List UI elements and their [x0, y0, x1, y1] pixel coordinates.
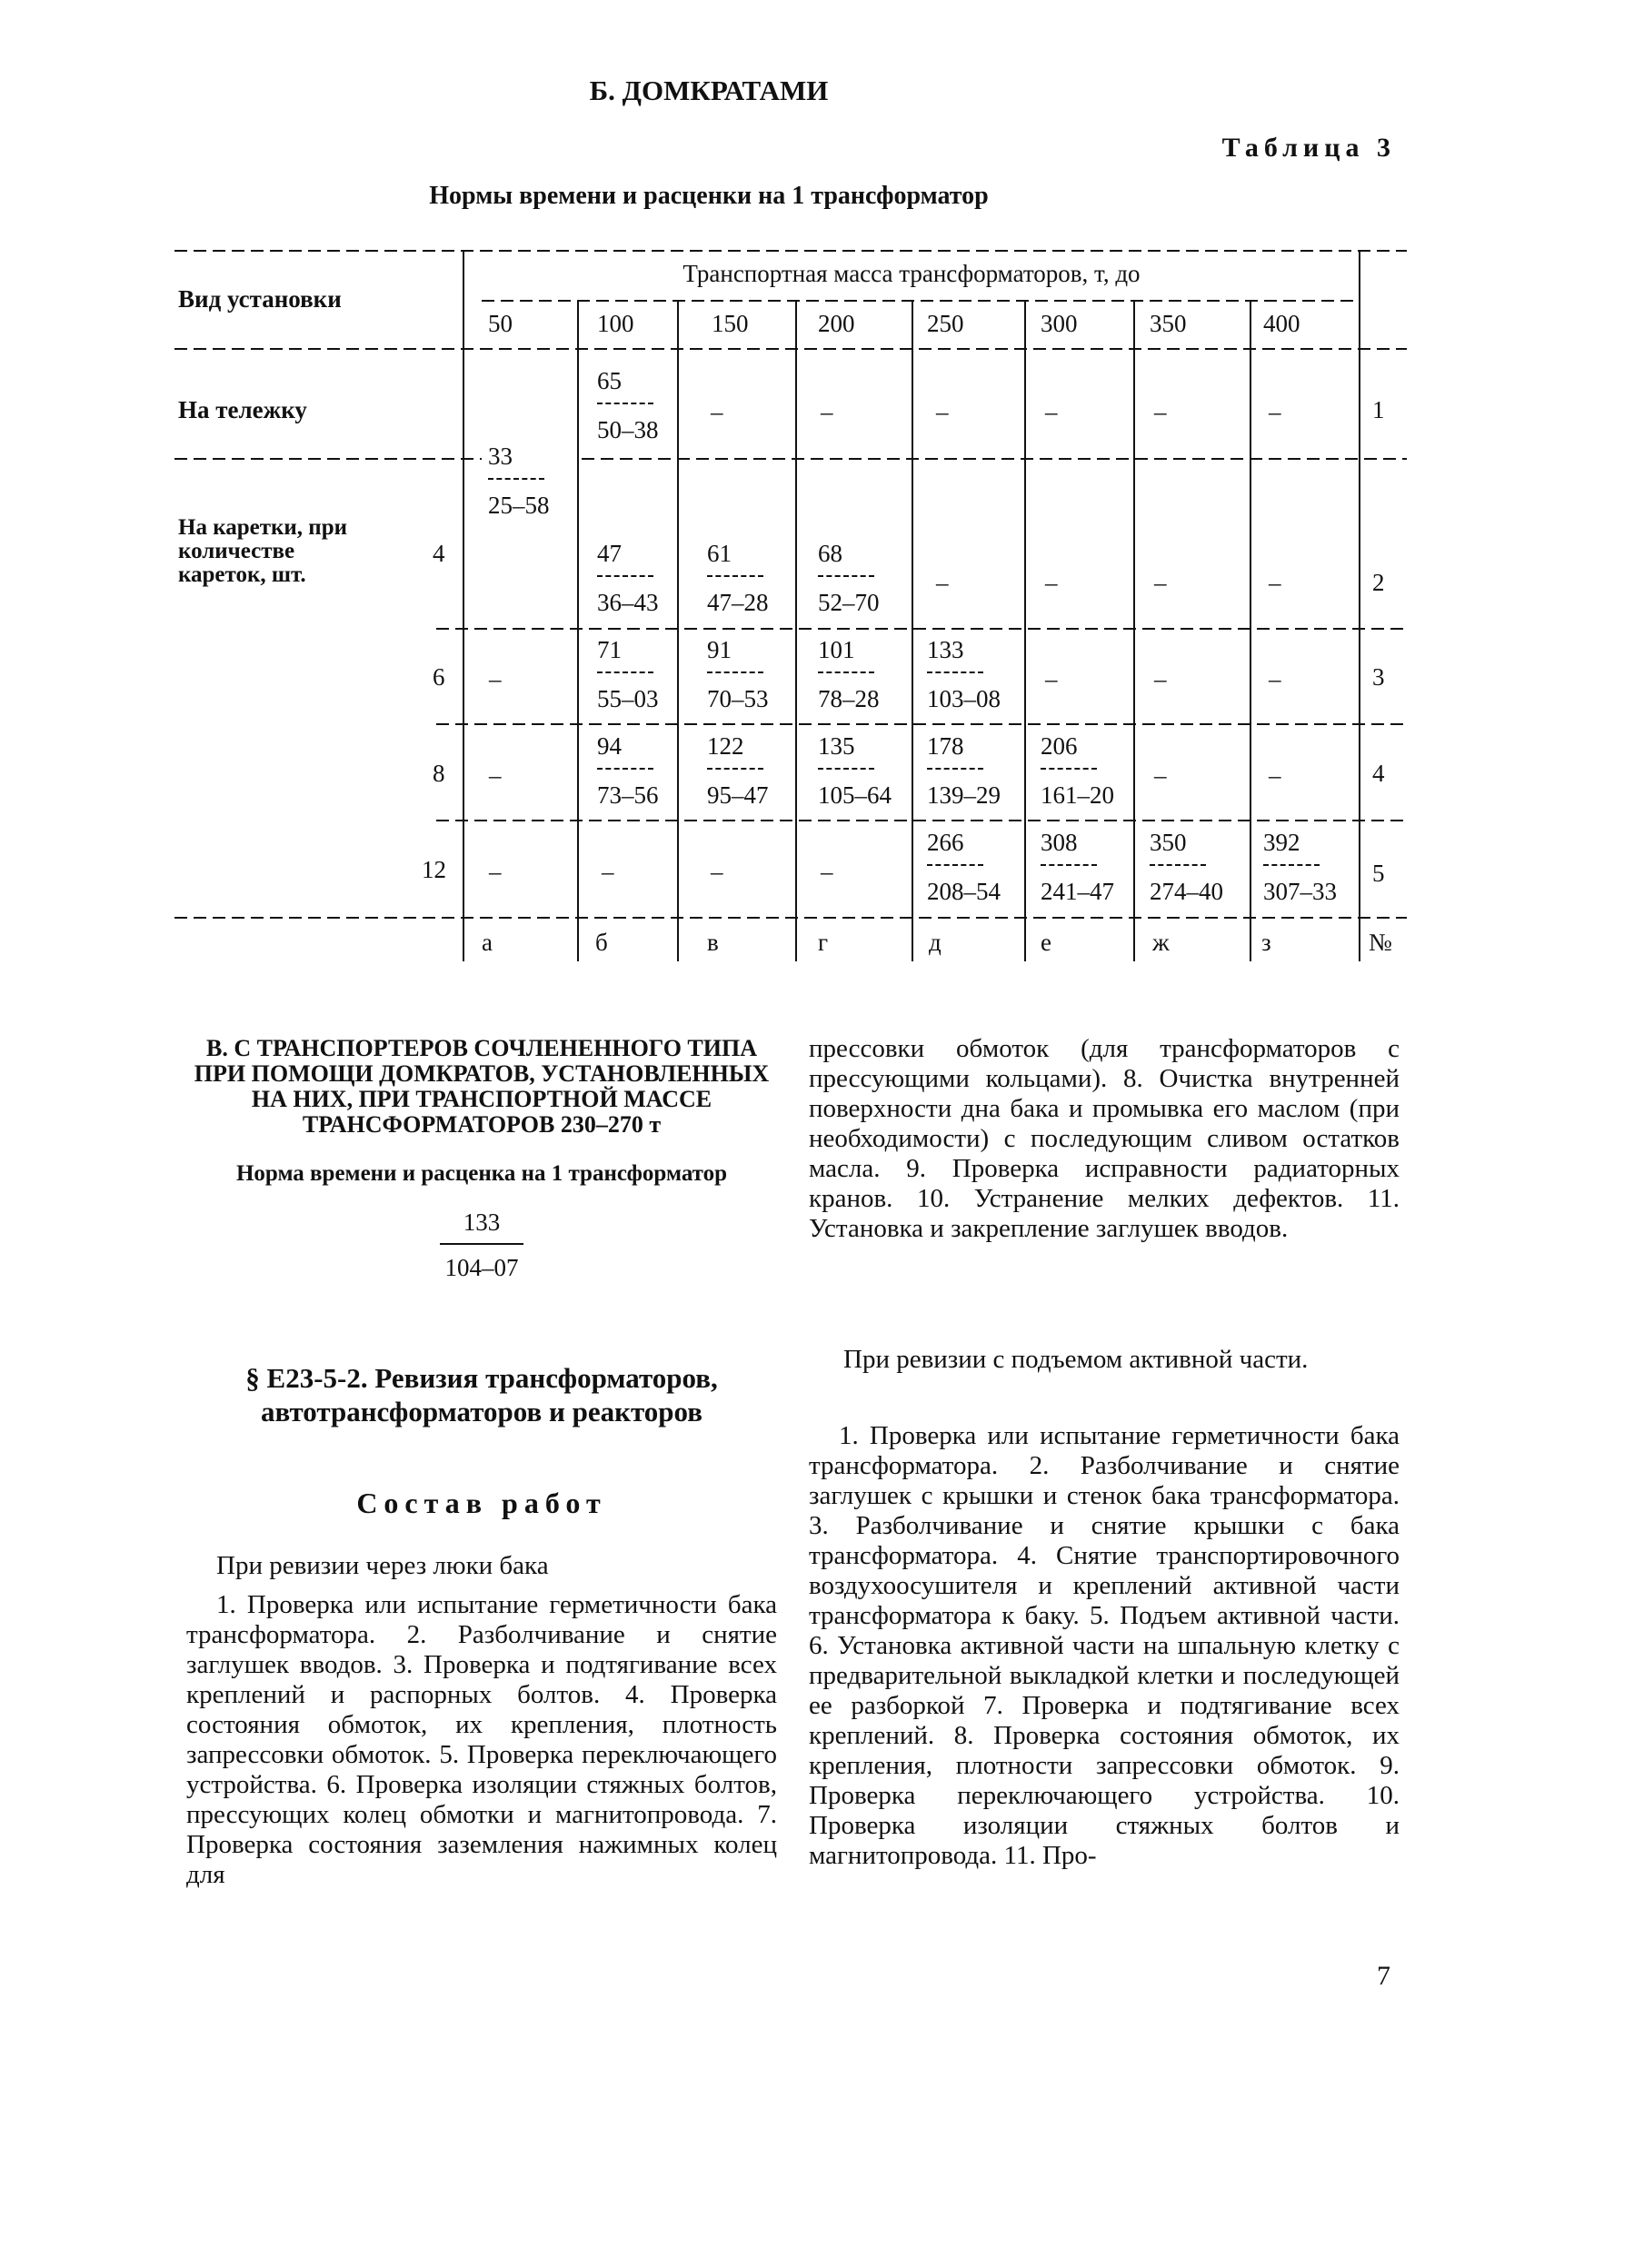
page-number: 7 — [1377, 1961, 1390, 1991]
mass-col-350: 350 — [1150, 310, 1187, 337]
table-caption: Нормы времени и расценки на 1 трансформатор — [429, 182, 989, 210]
right-body-1: прессовки обмоток (для трансформаторов с прессующими кольцами). 8. Очистка внутренней поверхности дна бака и промывка его маслом (при необходимости) с последующим сливом остатков масла. 9. Проверка исправности радиаторных кранов. 10. Устранение мелких дефектов. 11. Установка и закрепление заглушек вводов. — [809, 1034, 1400, 1243]
cell-r5-400: 392 307–33 — [1263, 829, 1337, 905]
paragraph-heading: § Е23-5-2. Ревизия трансформаторов, автотрансформаторов и реакторов — [245, 1362, 718, 1427]
carriage-count-4: 4 — [433, 540, 445, 567]
dash: – — [489, 665, 502, 692]
dash: – — [602, 858, 614, 885]
row-label-cart: На тележку — [178, 396, 307, 423]
col-letter: б — [595, 929, 608, 956]
carriage-count-8: 8 — [433, 760, 445, 787]
subheading-hatches: При ревизии через люки бака — [216, 1551, 549, 1580]
dash: – — [1269, 665, 1281, 692]
col-letter: з — [1261, 929, 1271, 956]
dash: – — [936, 398, 949, 425]
dash: – — [1154, 761, 1167, 789]
norm-num: 133 — [463, 1209, 501, 1236]
col-letter-no: № — [1369, 929, 1392, 956]
cell-r3-250: 133 103–08 — [927, 636, 1001, 712]
row-number-5: 5 — [1372, 860, 1385, 887]
cell-r5-350: 350 274–40 — [1150, 829, 1223, 905]
dash: – — [821, 858, 833, 885]
col-letter: а — [482, 929, 493, 956]
table-head-left: Вид установки — [178, 285, 342, 313]
cell-r3-200: 101 78–28 — [818, 636, 880, 712]
dash: – — [489, 761, 502, 789]
table-head-group: Транспортная масса трансформаторов, т, до — [682, 260, 1141, 287]
dash: – — [1154, 665, 1167, 692]
dash: – — [821, 398, 833, 425]
carriage-count-12: 12 — [422, 856, 446, 883]
dash: – — [1154, 569, 1167, 596]
mass-col-300: 300 — [1041, 310, 1078, 337]
row-number-2: 2 — [1372, 569, 1385, 596]
section-title: Б. ДОМКРАТАМИ — [589, 75, 829, 106]
mass-col-50: 50 — [488, 310, 513, 337]
mass-col-400: 400 — [1263, 310, 1300, 337]
section-heading-v: В. С ТРАНСПОРТЕРОВ СОЧЛЕНЕННОГО ТИПА ПРИ ПОМОЩИ ДОМКРАТОВ, УСТАНОВЛЕННЫХ НА НИХ, ПРИ ТРАНСПОРТНОЙ МАССЕ ТРАНСФОРМАТОРОВ 230–270 т — [194, 1035, 770, 1138]
cell-r4-200: 135 105–64 — [818, 732, 892, 809]
dash: – — [1045, 665, 1058, 692]
cell-r3-150: 91 70–53 — [707, 636, 769, 712]
fraction-bar — [440, 1243, 523, 1245]
left-body: 1. Проверка или испытание герметичности бака трансформатора. 2. Разболчивание и снятие заглушек вводов. 3. Проверка и подтягивание всех креплений и распорных болтов. 4. Проверка состояния обмоток, их крепления, плотность запрессовки обмоток. 5. Проверка переключающего устройства. 6. Проверка изоляции стяжных болтов, прессующих колец обмотки и магнитопровода. 7. Проверка состояния заземления нажимных колец для — [186, 1590, 777, 1889]
table-grid — [0, 0, 1634, 1000]
dash: – — [1045, 569, 1058, 596]
mass-col-200: 200 — [818, 310, 855, 337]
cell-r4-100: 94 73–56 — [597, 732, 659, 809]
cell-r2-100: 47 36–43 — [597, 540, 659, 616]
col-letter: д — [929, 929, 942, 956]
norm-label: Норма времени и расценка на 1 трансформатор — [235, 1161, 728, 1186]
subheading-lift: При ревизии с подъемом активной части. — [843, 1345, 1309, 1374]
col-letter: г — [818, 929, 829, 956]
dash: – — [1269, 761, 1281, 789]
cell-r2-150: 61 47–28 — [707, 540, 769, 616]
col-letter: в — [707, 929, 719, 956]
cell-r5-250: 266 208–54 — [927, 829, 1001, 905]
col-letter: е — [1041, 929, 1051, 956]
dash: – — [489, 858, 502, 885]
table-label: Таблица 3 — [1221, 133, 1396, 163]
dash: – — [711, 398, 723, 425]
cell-r5-300: 308 241–47 — [1041, 829, 1114, 905]
norm-fraction — [186, 1209, 777, 1282]
dash: – — [1269, 398, 1281, 425]
row-number-1: 1 — [1372, 396, 1385, 423]
row-label-carriages: На каретки, при количестве кареток, шт. — [178, 515, 348, 587]
row-number-3: 3 — [1372, 663, 1385, 691]
cell-r4-300: 206 161–20 — [1041, 732, 1114, 809]
dash: – — [1269, 569, 1281, 596]
carriage-count-6: 6 — [433, 663, 445, 691]
dash: – — [711, 858, 723, 885]
col-letter: ж — [1152, 929, 1170, 956]
right-body-2: 1. Проверка или испытание герметичности бака трансформатора. 2. Разболчивание и снятие заглушек с крышки и стенок бака трансформатора. 3. Разболчивание и снятие крышки с бака трансформатора. 4. Снятие транспортировочного воздухоосушителя и креплений активной части трансформатора к баку. 5. Подъем активной части. 6. Установка активной части на шпальную клетку с предварительной выкладкой клетки и последующей ее разборкой 7. Проверка и подтягивание всех креплений. 8. Проверка состояния обмоток, их крепления, плотности запрессовки обмоток. 9. Проверка переключающего устройства. 10. Проверка изоляции стяжных болтов и магнитопровода. 11. Про- — [809, 1421, 1400, 1870]
mass-col-150: 150 — [712, 310, 749, 337]
cell-50-rows-1-2: 33 25–58 — [488, 443, 550, 519]
row-number-4: 4 — [1372, 760, 1385, 787]
sostav-heading: Состав работ — [356, 1487, 607, 1519]
mass-col-100: 100 — [597, 310, 634, 337]
cell-r4-150: 122 95–47 — [707, 732, 769, 809]
cell-r3-100: 71 55–03 — [597, 636, 659, 712]
dash: – — [936, 569, 949, 596]
norm-den: 104–07 — [444, 1254, 519, 1281]
dash: – — [1154, 398, 1167, 425]
dash: – — [1045, 398, 1058, 425]
cell-r4-250: 178 139–29 — [927, 732, 1001, 809]
cell-r1-100: 65 50–38 — [597, 367, 659, 443]
cell-r2-200: 68 52–70 — [818, 540, 880, 616]
mass-col-250: 250 — [927, 310, 964, 337]
